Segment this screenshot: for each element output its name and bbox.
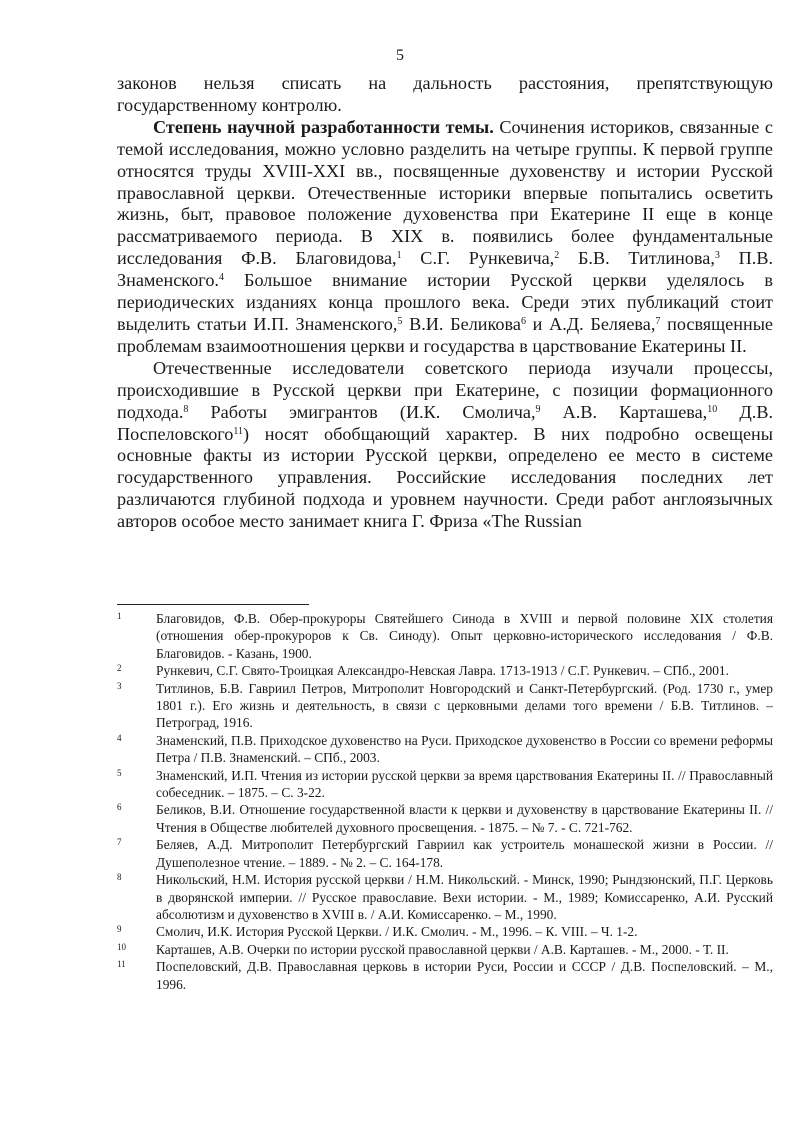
footnote-number: 10: [117, 941, 126, 952]
footnotes: [117, 610, 773, 993]
footnote-8: [117, 871, 773, 923]
footnote-7: [117, 836, 773, 871]
footnote-text: Беликов, В.И. Отношение государственной власти к церкви и духовенству в царствование Екатерины II. // Чтения в Обществе любителей духовного просвещения. - 1875. – № 7. - С. 721-762.: [156, 802, 773, 835]
footnote-ref-5[interactable]: 5: [397, 315, 403, 327]
footnote-6: [117, 801, 773, 836]
footnote-separator: [117, 604, 309, 605]
footnote-text: Рункевич, С.Г. Свято-Троицкая Александро-Невская Лавра. 1713-1913 / С.Г. Рункевич. – СПб., 2001.: [156, 663, 729, 679]
footnote-number: 8: [117, 872, 122, 883]
footnote-number: 5: [117, 767, 122, 778]
paragraph-text: Сочинения историков, связанные с темой исследования, можно условно разделить на четыре группы. К первой группе относятся труды XVIII-XXI вв., посвященные духовенству и истории Русской православной церкви. Отечественные историки впервые попытались осветить жизнь, быт, правовое положение духовенства при Екатерине II еще в конце рассматриваемого периода. В XIX в. появились более фундаментальные исследования Ф.В. Благовидова,: [117, 116, 773, 269]
paragraph-text: посвященные проблемам взаимоотношения церкви и государства в царствование Екатерины II.: [117, 313, 773, 356]
footnote-ref-4[interactable]: 4: [218, 272, 224, 284]
footnote-text: Беляев, А.Д. Митрополит Петербургский Гавриил как устроитель монашеской жизни в России. //Душеполезное чтение. – 1889. - № 2. – С. 164-178.: [156, 837, 773, 870]
footnote-ref-8[interactable]: 8: [183, 403, 189, 415]
section-heading: Степень научной разработанности темы.: [153, 116, 494, 137]
footnote-ref-9[interactable]: 9: [535, 403, 541, 415]
footnote-5: [117, 767, 773, 802]
paragraph-text: П.В. Знаменского.: [117, 248, 773, 291]
paragraph-text: законов нельзя списать на дальность расстояния, препятствующую государственному контролю.: [117, 73, 773, 115]
paragraph-1: [117, 73, 773, 117]
footnote-ref-7[interactable]: 7: [655, 315, 661, 327]
footnote-text: Знаменский, И.П. Чтения из истории русской церкви за время царствования Екатерины II. // Православный собеседник. – 1875. – С. 3-22.: [156, 767, 773, 801]
footnote-number: 2: [117, 663, 122, 674]
paragraph-text: и А.Д. Беляева,: [525, 313, 656, 334]
footnote-9: [117, 923, 773, 940]
footnote-text: Знаменский, П.В. Приходское духовенство на Руси. Приходское духовенство в России со времени реформы Петра / П.В. Знаменский. – СПб., 2003.: [156, 732, 773, 766]
footnote-number: 11: [117, 959, 126, 970]
paragraph-text: Работы эмигрантов (И.К. Смолича,: [188, 401, 536, 422]
footnote-ref-6[interactable]: 6: [520, 315, 526, 327]
paragraph-text: Отечественные исследователи советского периода изучали процессы, происходившие в Русской церкви при Екатерине, с позиции формационного подхода.: [117, 357, 773, 422]
footnote-number: 1: [117, 611, 122, 621]
footnote-number: 9: [117, 924, 122, 935]
footnote-ref-10[interactable]: 10: [707, 403, 718, 415]
footnote-text: Смолич, И.К. История Русской Церкви. / И.К. Смолич. - М., 1996. – К. VIII. – Ч. 1-2.: [156, 924, 638, 940]
footnote-text: Поспеловский, Д.В. Православная церковь в истории Руси, России и СССР / Д.В. Поспеловский. – М., 1996.: [156, 959, 773, 992]
paragraph-text: Д.В. Поспеловского: [117, 401, 773, 444]
footnote-text: Карташев, А.В. Очерки по истории русской православной церкви / А.В. Карташев. - М., 2000. - Т. II.: [156, 941, 729, 957]
footnote-11: [117, 958, 773, 993]
paragraph-text: С.Г. Рункевича,: [401, 248, 555, 269]
footnote-text: Благовидов, Ф.В. Обер-прокуроры Святейшего Синода в XVIII и первой половине XIX столетия (отношения обер-прокуроров к Св. Синоду). Опыт церковно-исторического исследования / Ф.В. Благовидов. - Казань, 1900.: [156, 611, 773, 661]
footnote-2: [117, 662, 773, 679]
footnote-ref-1[interactable]: 1: [396, 250, 402, 262]
footnote-ref-11[interactable]: 11: [233, 425, 244, 437]
footnote-1: [117, 610, 773, 662]
main-text: [117, 73, 773, 533]
paragraph-text: ) носят обобщающий характер. В них подробно освещены основные факты из истории Русской церкви, определено ее место в системе государственного управления. Российские исследования последних лет различаются глубиной подхода и уровнем научности. Среди работ англоязычных авторов особое место занимает книга Г. Фриза «The Russian: [117, 423, 773, 532]
footnote-number: 6: [117, 802, 122, 813]
paragraph-3: [117, 358, 773, 533]
footnote-text: Никольский, Н.М. История русской церкви / Н.М. Никольский. - Минск, 1990; Рындзюнский, П.Г. Церковь в дворянской империи. // Русское православие. Вехи истории. - М., 1989; Комиссаренко, А.И. Русский абсолютизм и духовенство в XVIII в. / А.И. Комиссаренко. – М., 1990.: [156, 872, 773, 922]
paragraph-text: Б.В. Титлинова,: [559, 248, 715, 269]
paragraph-text: Большое внимание истории Русской церкви уделялось в периодических изданиях конца прошлого века. Среди этих публикаций стоит выделить статьи И.П. Знаменского,: [117, 270, 773, 334]
footnote-text: Титлинов, Б.В. Гавриил Петров, Митрополит Новгородский и Санкт-Петербургский. (Род. 1730 г., умер 1801 г.). Его жизнь и деятельность, в связи с церковными делами того времени / Б.В. Титлинов. – Петроград, 1916.: [156, 680, 773, 731]
footnote-4: [117, 732, 773, 767]
footnote-number: 4: [117, 732, 122, 743]
footnote-10: [117, 941, 773, 958]
footnote-number: 3: [117, 680, 122, 691]
footnote-ref-3[interactable]: 3: [714, 250, 720, 262]
paragraph-2: [117, 117, 773, 358]
footnote-3: [117, 680, 773, 732]
paragraph-text: В.И. Беликова: [402, 313, 521, 334]
footnote-number: 7: [117, 837, 122, 848]
footnote-ref-2[interactable]: 2: [554, 250, 560, 262]
page-number: 5: [396, 47, 404, 64]
paragraph-text: А.В. Карташева,: [540, 401, 708, 422]
